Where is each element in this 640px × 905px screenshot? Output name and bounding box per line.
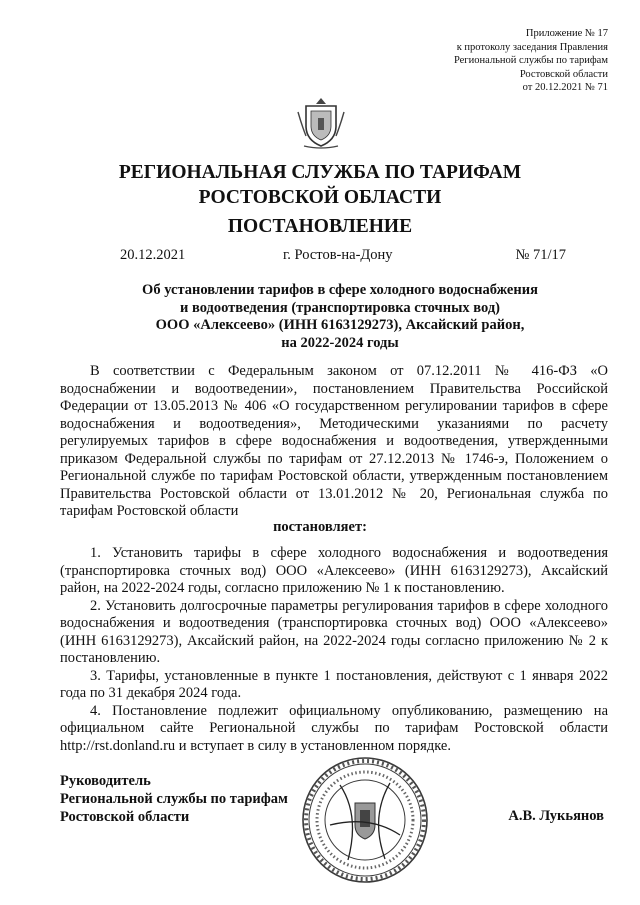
resolution-items (60, 545, 608, 755)
appendix-line: от 20.12.2021 № 71 (522, 82, 608, 93)
document-type: ПОСТАНОВЛЕНИЕ (227, 216, 413, 237)
subject-line: ООО «Алексеево» (ИНН 6163129273), Аксайский район, (155, 317, 525, 333)
resolves-heading: постановляет: (273, 519, 367, 535)
document-date: 20.12.2021 (120, 247, 186, 263)
signatory-title (60, 772, 288, 826)
signatory-name: А.В. Лукьянов (508, 808, 604, 824)
org-line: РОСТОВСКОЙ ОБЛАСТИ (198, 187, 442, 208)
appendix-line: Региональной службы по тарифам (453, 55, 608, 66)
resolution-item: 2. Установить долгосрочные параметры регулирования тарифов в сфере холодного водоснабжения и водоотведения (транспортировка сточных вод) ООО «Алексеево» (ИНН 6163129273), Аксайский район, на 2022-2024 годы согласно приложению № 2 к постановлению. (60, 597, 608, 666)
subject-line: на 2022-2024 годы (281, 334, 399, 351)
official-seal-icon (300, 755, 430, 885)
resolution-item: 3. Тарифы, установленные в пункте 1 постановления, действуют с 1 января 2022 года по 31 декабря 2024 года. (60, 667, 608, 701)
appendix-line: к протоколу заседания Правления (456, 41, 608, 53)
org-line: РЕГИОНАЛЬНАЯ СЛУЖБА ПО ТАРИФАМ (118, 162, 522, 183)
appendix-line: Ростовской области (519, 68, 608, 80)
organization-name (0, 160, 640, 210)
preamble-paragraph: В соответствии с Федеральным законом от 07.12.2011 № 416-ФЗ «О водоснабжении и водоотведении», постановлением Правительства Российской Федерации от 13.05.2013 № 406 «О государственном регулировании тарифов в сфере водоснабжения и водоотведения», Методическими указаниями по расчету регулируемых тарифов в сфере водоснабжения и водоотведения, утвержденными приказом Федеральной службы по тарифам от 27.12.2013 № 1746-э, Положением о Региональной службе по тарифам Ростовской области, утвержденным постановлением Правительства Ростовской области от 13.01.2012 № 20, Региональная служба по тарифам Ростовской области (60, 363, 608, 519)
document-place: г. Ростов-на-Дону (283, 247, 393, 263)
signatory-title-line: Ростовской области (60, 809, 190, 825)
document-number: № 71/17 (515, 247, 566, 263)
appendix-note (454, 27, 608, 95)
document-subject (60, 282, 620, 352)
subject-line: Об установлении тарифов в сфере холодного водоснабжения (142, 282, 538, 298)
appendix-line: Приложение № 17 (525, 28, 608, 39)
resolution-item: 4. Постановление подлежит официальному опубликованию, размещению на официальном сайте Региональной службы по тарифам Ростовской области http://rst.donland.ru и вступает в силу в установленном порядке. (60, 702, 608, 754)
resolution-item: 1. Установить тарифы в сфере холодного водоснабжения и водоотведения (транспортировка сточных вод) ООО «Алексеево» (ИНН 6163129273), Аксайский район, на 2022-2024 годы, согласно приложению № 1 к постановлению. (60, 545, 608, 596)
subject-line: и водоотведения (транспортировка сточных вод) (179, 299, 500, 316)
coat-of-arms-icon (296, 96, 346, 150)
signatory-title-line: Руководитель (60, 773, 151, 789)
signatory-title-line: Региональной службы по тарифам (60, 791, 288, 807)
